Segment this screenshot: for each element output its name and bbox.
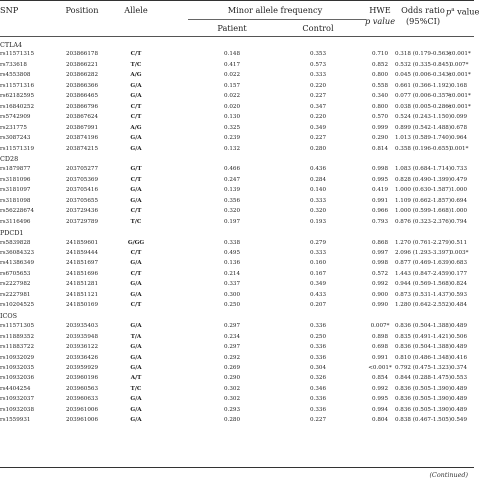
cell-snp: rs2227981 — [0, 291, 31, 298]
cell-control-maf: 0.333 — [309, 197, 327, 204]
cell-allele: C/T — [130, 51, 142, 58]
cell-snp: rs10932035 — [0, 364, 35, 371]
cell-snp: rs56228674 — [0, 208, 35, 215]
cell-control-maf: 0.227 — [309, 93, 327, 100]
cell-odds-ratio: 0.877 (0.469-1.639) — [394, 260, 452, 267]
table-top-rule — [0, 0, 474, 1]
cell-odds-ratio: 0.876 (0.323-2.376) — [394, 218, 452, 225]
cell-p-value: 0.549 — [450, 417, 468, 424]
cell-position: 203874196 — [65, 135, 99, 142]
cell-odds-ratio: 0.836 (0.505-1.390) — [394, 396, 452, 403]
cell-odds-ratio: 0.810 (0.486-1.348) — [394, 354, 452, 361]
cell-allele: T/A — [130, 333, 142, 340]
cell-snp: rs1559931 — [0, 417, 31, 424]
cell-snp: rs3181098 — [0, 197, 31, 204]
cell-patient-maf: 0.136 — [223, 260, 241, 267]
cell-odds-ratio: 0.532 (0.335-0.845) — [394, 61, 452, 68]
cell-allele: G/A — [130, 291, 142, 298]
cell-allele: G/GG — [127, 239, 145, 246]
cell-position: 203961006 — [65, 406, 99, 413]
cell-patient-maf: 0.495 — [223, 250, 241, 256]
cell-position: 203961006 — [65, 417, 99, 424]
cell-p-value: 0.964 — [450, 135, 468, 142]
cell-hwe-p: 0.999 — [371, 124, 389, 131]
cell-p-value: 0.593 — [450, 291, 468, 298]
header-p-letter: p — [446, 6, 452, 17]
cell-patient-maf: 0.197 — [223, 218, 241, 225]
cell-p-value: <0.001* — [447, 93, 471, 100]
cell-odds-ratio: 0.899 (0.542-1.488) — [394, 124, 452, 131]
cell-patient-maf: 0.247 — [223, 176, 241, 183]
header-maf: Minor allele frequency — [227, 5, 323, 15]
cell-p-value: 0.794 — [450, 218, 468, 225]
cell-odds-ratio: 1.000 (0.599-1.668) — [394, 208, 452, 215]
cell-position: 203705416 — [65, 187, 99, 194]
cell-hwe-p: 0.340 — [371, 93, 389, 100]
cell-control-maf: 0.280 — [309, 145, 327, 152]
cell-position: 203705655 — [65, 197, 99, 204]
cell-patient-maf: 0.297 — [223, 323, 241, 330]
cell-odds-ratio: 0.524 (0.243-1.150) — [394, 114, 452, 121]
cell-hwe-p: 0.570 — [371, 114, 389, 121]
cell-p-value: <0.001* — [447, 51, 471, 58]
cell-odds-ratio: 1.280 (0.642-2.552) — [394, 302, 452, 309]
header-position: Position — [65, 5, 99, 15]
cell-control-maf: 0.326 — [309, 375, 327, 382]
cell-allele: T/C — [130, 385, 142, 392]
cell-position: 203960196 — [65, 375, 99, 382]
cell-hwe-p: 0.854 — [371, 375, 389, 382]
cell-hwe-p: 0.804 — [371, 417, 389, 424]
cell-hwe-p: 0.991 — [371, 354, 389, 361]
cell-patient-maf: 0.020 — [223, 103, 241, 110]
cell-hwe-p: 0.998 — [371, 260, 389, 267]
cell-patient-maf: 0.250 — [223, 302, 241, 309]
cell-snp: rs10932029 — [0, 354, 35, 361]
cell-snp: rs11571316 — [0, 82, 35, 89]
cell-position: 203960633 — [65, 396, 99, 403]
cell-snp: rs41386349 — [0, 260, 35, 267]
cell-control-maf: 0.193 — [309, 218, 327, 225]
cell-allele: G/A — [130, 135, 142, 142]
cell-p-value: 0.489 — [450, 344, 468, 351]
maf-underline — [188, 19, 366, 20]
cell-allele: G/A — [130, 417, 142, 424]
continued-note: (Continued) — [429, 471, 468, 479]
cell-odds-ratio: 1.000 (0.630-1.587) — [394, 187, 452, 194]
cell-patient-maf: 0.148 — [223, 51, 241, 58]
header-odds-ratio: Odds ratio — [401, 5, 445, 15]
cell-allele: C/T — [130, 103, 142, 110]
table-bottom-rule — [0, 467, 474, 468]
cell-position: 203874215 — [65, 145, 99, 152]
cell-odds-ratio: 0.836 (0.505-1.390) — [394, 385, 452, 392]
cell-position: 203866221 — [65, 61, 99, 68]
header-snp: SNP — [0, 5, 19, 15]
cell-p-value: 0.479 — [450, 176, 468, 183]
cell-control-maf: 0.353 — [309, 51, 327, 58]
cell-position: 203729436 — [65, 208, 99, 215]
header-hwe-pvalue: p value — [364, 16, 396, 26]
cell-control-maf: 0.250 — [309, 333, 327, 340]
cell-patient-maf: 0.302 — [223, 385, 241, 392]
cell-position: 203866366 — [65, 82, 99, 89]
cell-patient-maf: 0.280 — [223, 417, 241, 424]
cell-p-value: 0.168 — [450, 82, 468, 89]
cell-allele: G/A — [130, 354, 142, 361]
cell-odds-ratio: 1.109 (0.662-1.857) — [394, 197, 452, 204]
cell-control-maf: 0.279 — [309, 239, 327, 246]
cell-odds-ratio: 0.836 (0.504-1.388) — [394, 344, 452, 351]
cell-snp: rs733618 — [0, 61, 27, 68]
cell-odds-ratio: 2.096 (1.293-3.397) — [394, 250, 452, 256]
cell-patient-maf: 0.139 — [223, 187, 241, 194]
cell-snp: rs11571315 — [0, 51, 35, 58]
cell-position: 203936426 — [65, 354, 99, 361]
cell-allele: T/C — [130, 61, 142, 68]
cell-control-maf: 0.336 — [309, 354, 327, 361]
cell-allele: C/T — [130, 302, 142, 309]
cell-allele: G/A — [130, 364, 142, 371]
header-control: Control — [302, 23, 334, 33]
group-label-icos: ICOS — [0, 312, 18, 321]
cell-p-value: 0.099 — [450, 114, 468, 121]
cell-snp: rs10204525 — [0, 302, 35, 309]
cell-hwe-p: 0.814 — [371, 145, 389, 152]
cell-position: 241851696 — [65, 270, 99, 277]
cell-p-value: 0.001* — [449, 145, 469, 152]
cell-allele: G/A — [130, 187, 142, 194]
cell-p-value: 0.733 — [450, 166, 468, 173]
cell-control-maf: 0.349 — [309, 124, 327, 131]
cell-patient-maf: 0.293 — [223, 406, 241, 413]
cell-patient-maf: 0.132 — [223, 145, 241, 152]
cell-patient-maf: 0.292 — [223, 354, 241, 361]
cell-hwe-p: 0.710 — [371, 51, 389, 58]
cell-hwe-p: 0.966 — [371, 208, 389, 215]
cell-snp: rs5839828 — [0, 239, 31, 246]
cell-patient-maf: 0.300 — [223, 291, 241, 298]
cell-odds-ratio: 0.358 (0.196-0.655) — [394, 145, 452, 152]
cell-control-maf: 0.227 — [309, 135, 327, 142]
cell-snp: rs16840252 — [0, 103, 35, 110]
cell-hwe-p: <0.001* — [368, 364, 392, 371]
cell-hwe-p: 0.992 — [371, 281, 389, 288]
cell-p-value: 0.003* — [449, 250, 469, 256]
cell-p-value: 0.177 — [450, 270, 468, 277]
cell-snp: rs4553808 — [0, 72, 31, 79]
cell-allele: G/A — [130, 396, 142, 403]
cell-hwe-p: 0.007* — [370, 323, 390, 330]
cell-odds-ratio: 0.944 (0.569-1.568) — [394, 281, 452, 288]
cell-control-maf: 0.347 — [309, 103, 327, 110]
cell-patient-maf: 0.337 — [223, 281, 241, 288]
cell-snp: rs4404254 — [0, 385, 31, 392]
cell-allele: C/T — [130, 176, 142, 183]
cell-position: 203959929 — [65, 364, 99, 371]
cell-position: 203866282 — [65, 72, 99, 79]
cell-p-value: 0.824 — [450, 281, 468, 288]
cell-snp: rs5742909 — [0, 114, 31, 121]
cell-allele: A/T — [130, 375, 142, 382]
cell-patient-maf: 0.269 — [223, 364, 241, 371]
cell-hwe-p: 0.698 — [371, 344, 389, 351]
cell-snp: rs11571319 — [0, 145, 35, 152]
cell-odds-ratio: 0.661 (0.366-1.192) — [394, 82, 452, 89]
cell-control-maf: 0.220 — [309, 82, 327, 89]
header-hwe: HWE — [369, 5, 391, 15]
cell-control-maf: 0.573 — [309, 61, 327, 68]
cell-hwe-p: 0.419 — [371, 187, 389, 194]
cell-p-value: 0.694 — [450, 197, 468, 204]
cell-control-maf: 0.336 — [309, 344, 327, 351]
cell-odds-ratio: 0.792 (0.475-1.323) — [394, 364, 452, 371]
cell-control-maf: 0.433 — [309, 291, 327, 298]
cell-allele: C/T — [130, 270, 142, 277]
cell-p-value: 0.374 — [450, 364, 468, 371]
cell-p-value: 0.489 — [450, 385, 468, 392]
cell-hwe-p: 0.290 — [371, 135, 389, 142]
cell-p-value: 0.511 — [450, 239, 468, 246]
cell-snp: rs10932037 — [0, 396, 35, 403]
cell-control-maf: 0.207 — [309, 302, 327, 309]
cell-patient-maf: 0.130 — [223, 114, 241, 121]
cell-patient-maf: 0.466 — [223, 166, 241, 173]
cell-odds-ratio: 0.077 (0.006-0.357) — [394, 93, 452, 100]
cell-control-maf: 0.227 — [309, 417, 327, 424]
cell-patient-maf: 0.214 — [223, 270, 241, 277]
cell-odds-ratio: 0.045 (0.006-0.343) — [394, 72, 452, 79]
cell-control-maf: 0.336 — [309, 323, 327, 330]
cell-patient-maf: 0.297 — [223, 344, 241, 351]
cell-snp: rs10932038 — [0, 406, 35, 413]
cell-position: 203867624 — [65, 114, 99, 121]
cell-allele: T/C — [130, 218, 142, 225]
cell-hwe-p: 0.990 — [371, 302, 389, 309]
cell-hwe-p: 0.998 — [371, 166, 389, 173]
cell-hwe-p: 0.800 — [371, 72, 389, 79]
cell-control-maf: 0.336 — [309, 396, 327, 403]
cell-position: 203960563 — [65, 385, 99, 392]
cell-p-value: 1.000 — [450, 187, 468, 194]
cell-control-maf: 0.436 — [309, 166, 327, 173]
cell-allele: A/G — [130, 72, 142, 79]
cell-odds-ratio: 1.083 (0.684-1.714) — [394, 166, 452, 173]
cell-p-value: 0.489 — [450, 323, 468, 330]
cell-p-value: 0.489 — [450, 396, 468, 403]
cell-snp: rs10932036 — [0, 375, 35, 382]
cell-hwe-p: 0.995 — [371, 176, 389, 183]
cell-patient-maf: 0.302 — [223, 396, 241, 403]
cell-patient-maf: 0.022 — [223, 93, 241, 100]
cell-position: 241851697 — [65, 260, 99, 267]
header-patient: Patient — [217, 23, 247, 33]
cell-patient-maf: 0.320 — [223, 208, 241, 215]
cell-patient-maf: 0.417 — [223, 61, 241, 68]
cell-allele: G/T — [130, 166, 142, 173]
cell-allele: G/A — [130, 406, 142, 413]
cell-allele: G/A — [130, 260, 142, 267]
cell-position: 241851281 — [65, 281, 99, 288]
cell-snp: rs11883722 — [0, 344, 35, 351]
cell-snp: rs231775 — [0, 124, 27, 131]
cell-p-value: 0.416 — [450, 354, 468, 361]
cell-hwe-p: 0.992 — [371, 385, 389, 392]
cell-snp: rs3181097 — [0, 187, 31, 194]
cell-odds-ratio: 0.318 (0.179-0.563) — [394, 51, 452, 58]
cell-odds-ratio: 1.270 (0.761-2.279) — [394, 239, 452, 246]
cell-allele: G/A — [130, 344, 142, 351]
cell-control-maf: 0.167 — [309, 270, 327, 277]
cell-control-maf: 0.284 — [309, 176, 327, 183]
cell-snp: rs3087243 — [0, 135, 31, 142]
cell-p-value: 0.553 — [450, 375, 468, 382]
cell-control-maf: 0.333 — [309, 250, 327, 256]
cell-snp: rs3181096 — [0, 176, 31, 183]
cell-p-value: <0.001* — [447, 103, 471, 110]
header-pvalue — [446, 5, 479, 17]
cell-allele: G/A — [130, 82, 142, 89]
cell-allele: G/A — [130, 197, 142, 204]
cell-position: 241859444 — [65, 250, 99, 256]
cell-odds-ratio: 0.873 (0.531-1.437) — [394, 291, 452, 298]
cell-hwe-p: 0.793 — [371, 218, 389, 225]
cell-patient-maf: 0.290 — [223, 375, 241, 382]
cell-hwe-p: 0.900 — [371, 291, 389, 298]
cell-position: 203935948 — [65, 333, 99, 340]
header-p-rest: value — [454, 6, 479, 17]
cell-hwe-p: 0.994 — [371, 406, 389, 413]
cell-odds-ratio: 0.836 (0.505-1.390) — [394, 406, 452, 413]
cell-patient-maf: 0.022 — [223, 72, 241, 79]
cell-allele: C/T — [130, 114, 142, 121]
cell-p-value: 0.489 — [450, 406, 468, 413]
cell-patient-maf: 0.234 — [223, 333, 241, 340]
cell-odds-ratio: 0.835 (0.491-1.421) — [394, 333, 452, 340]
cell-snp: rs6705653 — [0, 270, 31, 277]
cell-odds-ratio: 0.844 (0.288-1.475) — [394, 375, 452, 382]
cell-hwe-p: 0.852 — [371, 61, 389, 68]
cell-patient-maf: 0.338 — [223, 239, 241, 246]
cell-control-maf: 0.304 — [309, 364, 327, 371]
cell-odds-ratio: 0.838 (0.467-1.505) — [394, 417, 452, 424]
cell-odds-ratio: 0.038 (0.005-0.286) — [394, 103, 452, 110]
cell-hwe-p: 0.898 — [371, 333, 389, 340]
cell-p-value: 0.678 — [450, 124, 468, 131]
cell-position: 203935403 — [65, 323, 99, 330]
cell-control-maf: 0.220 — [309, 114, 327, 121]
cell-p-value: <0.001* — [447, 72, 471, 79]
cell-odds-ratio: 0.836 (0.504-1.388) — [394, 323, 452, 330]
cell-hwe-p: 0.572 — [371, 270, 389, 277]
group-label-ctla4: CTLA4 — [0, 40, 23, 49]
cell-allele: C/T — [130, 250, 142, 256]
cell-position: 203867991 — [65, 124, 99, 131]
cell-patient-maf: 0.325 — [223, 124, 241, 131]
cell-patient-maf: 0.239 — [223, 135, 241, 142]
cell-position: 203866465 — [65, 93, 99, 100]
cell-control-maf: 0.160 — [309, 260, 327, 267]
header-allele: Allele — [124, 5, 148, 15]
cell-control-maf: 0.346 — [309, 385, 327, 392]
cell-hwe-p: 0.995 — [371, 396, 389, 403]
cell-p-value: 0.007* — [449, 61, 469, 68]
header-ci: (95%CI) — [405, 16, 441, 26]
cell-snp: rs2227982 — [0, 281, 31, 288]
cell-hwe-p: 0.558 — [371, 82, 389, 89]
cell-hwe-p: 0.800 — [371, 103, 389, 110]
cell-control-maf: 0.336 — [309, 406, 327, 413]
cell-hwe-p: 0.997 — [371, 250, 389, 256]
cell-control-maf: 0.320 — [309, 208, 327, 215]
cell-allele: G/A — [130, 323, 142, 330]
cell-control-maf: 0.333 — [309, 72, 327, 79]
header-p-superscript: a — [451, 7, 455, 13]
cell-position: 203705277 — [65, 166, 99, 173]
cell-patient-maf: 0.356 — [223, 197, 241, 204]
cell-hwe-p: 0.868 — [371, 239, 389, 246]
cell-position: 203705369 — [65, 176, 99, 183]
cell-p-value: 1.000 — [450, 208, 468, 215]
cell-position: 241850169 — [65, 302, 99, 309]
cell-hwe-p: 0.991 — [371, 197, 389, 204]
group-label-cd28: CD28 — [0, 155, 19, 164]
cell-position: 241851121 — [65, 291, 99, 298]
cell-position: 203936122 — [65, 344, 99, 351]
cell-position: 241859601 — [65, 239, 99, 246]
cell-snp: rs1879877 — [0, 166, 31, 173]
cell-odds-ratio: 1.013 (0.589-1.740) — [394, 135, 452, 142]
cell-odds-ratio: 1.443 (0.847-2.459) — [394, 270, 452, 277]
cell-snp: rs62182595 — [0, 93, 35, 100]
cell-p-value: 0.506 — [450, 333, 468, 340]
cell-odds-ratio: 0.828 (0.490-1.399) — [394, 176, 452, 183]
cell-allele: A/G — [130, 124, 142, 131]
cell-snp: rs11571305 — [0, 323, 35, 330]
cell-allele: C/T — [130, 208, 142, 215]
header-bottom-rule — [0, 36, 474, 37]
cell-patient-maf: 0.157 — [223, 82, 241, 89]
cell-snp: rs36084323 — [0, 250, 35, 256]
cell-position: 203729789 — [65, 218, 99, 225]
cell-snp: rs11889352 — [0, 333, 35, 340]
cell-position: 203866178 — [65, 51, 99, 58]
cell-p-value: 0.683 — [450, 260, 468, 267]
cell-position: 203866796 — [65, 103, 99, 110]
cell-control-maf: 0.140 — [309, 187, 327, 194]
cell-p-value: 0.484 — [450, 302, 468, 309]
cell-allele: G/A — [130, 145, 142, 152]
cell-control-maf: 0.349 — [309, 281, 327, 288]
group-label-pdcd1: PDCD1 — [0, 228, 24, 237]
cell-allele: G/A — [130, 281, 142, 288]
cell-snp: rs3116496 — [0, 218, 31, 225]
cell-allele: G/A — [130, 93, 142, 100]
